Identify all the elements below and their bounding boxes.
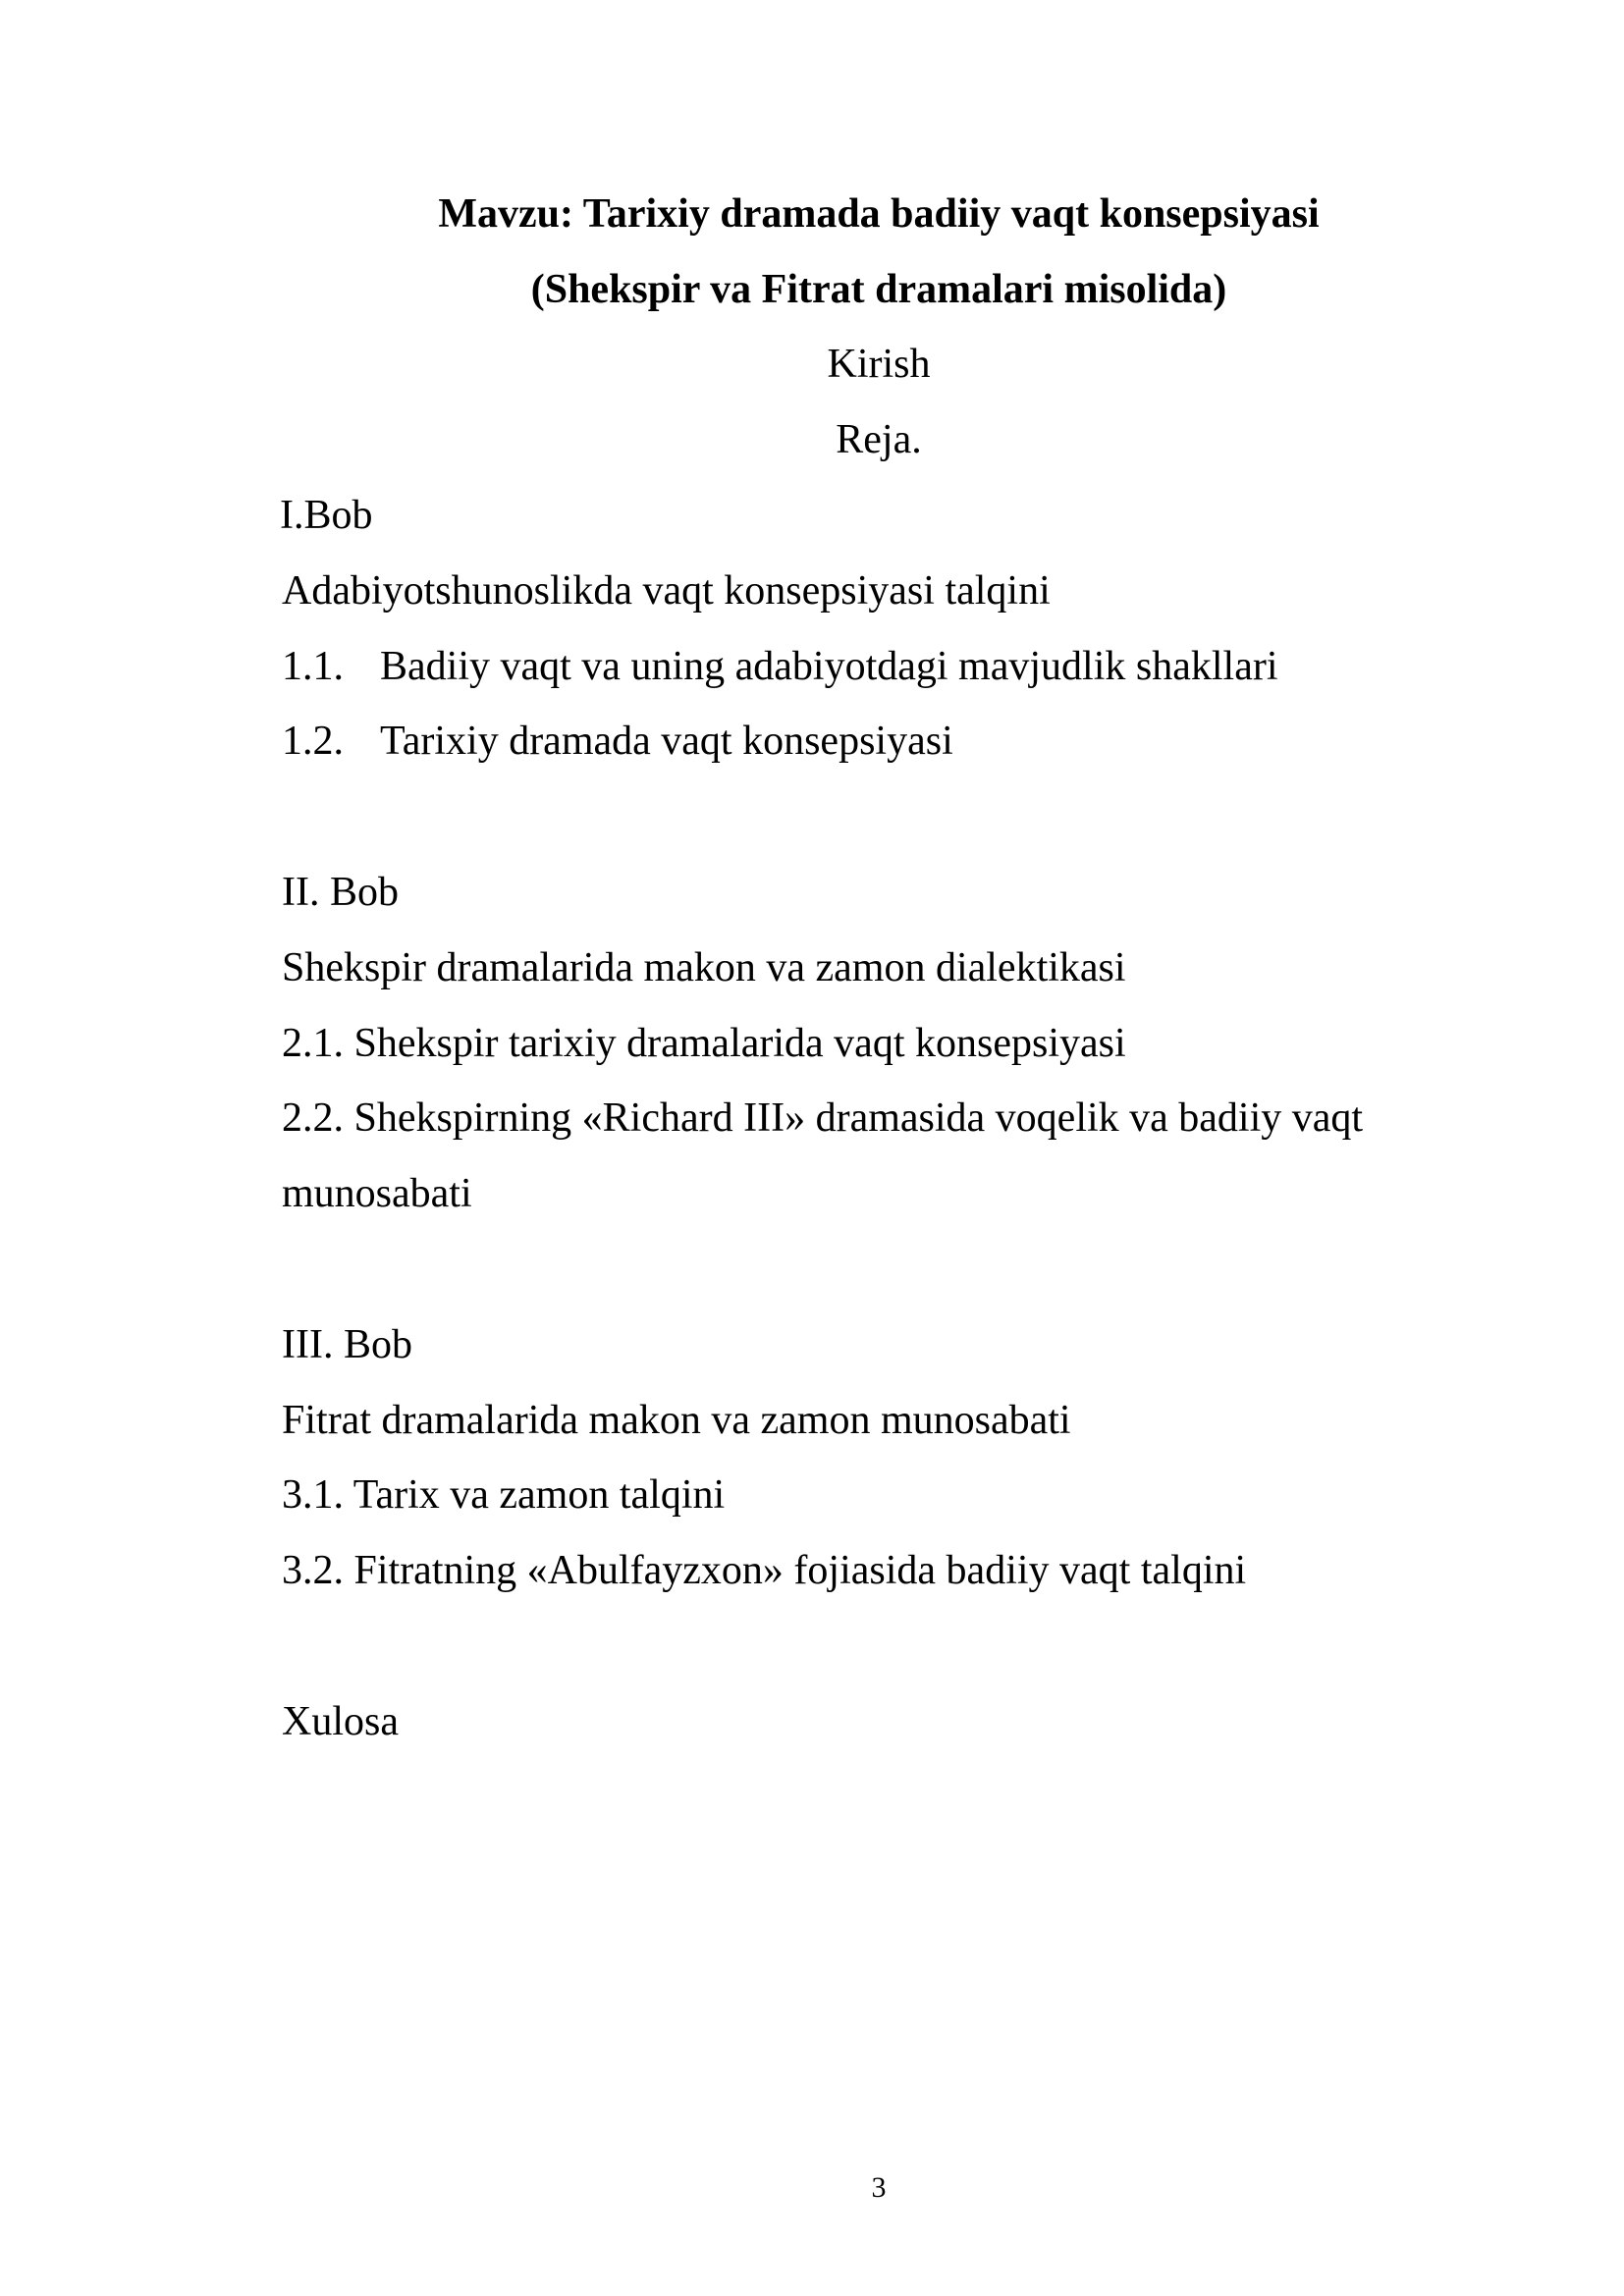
chapter-2-heading: II. Bob <box>282 870 399 915</box>
section-1-1 <box>282 642 1277 691</box>
chapter-1-title: Adabiyotshunoslikda vaqt konsepsiyasi talqini <box>282 568 1051 614</box>
chapter-3-heading: III. Bob <box>282 1322 412 1367</box>
section-3-1: 3.1. Tarix va zamon talqini <box>282 1472 726 1518</box>
section-2-2-line2: munosabati <box>282 1171 472 1216</box>
chapter-3-title: Fitrat dramalarida makon va zamon munosabati <box>282 1398 1071 1443</box>
section-text: Badiiy vaqt va uning adabiyotdagi mavjudlik shakllari <box>380 644 1278 689</box>
section-2-1: 2.1. Shekspir tarixiy dramalarida vaqt konsepsiyasi <box>282 1021 1126 1066</box>
topic-title: Mavzu: Tarixiy dramada badiiy vaqt konsepsiyasi <box>438 191 1320 237</box>
chapter-2-title: Shekspir dramalarida makon va zamon dialektikasi <box>282 945 1126 990</box>
section-number: 1.1. <box>282 644 344 689</box>
page-number: 3 <box>871 2171 887 2204</box>
section-number: 1.2. <box>282 719 344 764</box>
plan-label: Reja. <box>836 417 922 462</box>
section-1-2 <box>282 717 953 766</box>
section-2-2-line1: 2.2. Shekspirning «Richard III» dramasida voqelik va badiiy vaqt <box>282 1095 1364 1141</box>
chapter-1-heading: I.Bob <box>280 493 373 538</box>
topic-subtitle: (Shekspir va Fitrat dramalari misolida) <box>530 267 1227 312</box>
section-3-2: 3.2. Fitratning «Abulfayzxon» fojiasida badiiy vaqt talqini <box>282 1548 1247 1593</box>
conclusion-label: Xulosa <box>282 1699 399 1744</box>
section-text: Tarixiy dramada vaqt konsepsiyasi <box>380 719 953 764</box>
intro-label: Kirish <box>827 342 931 387</box>
